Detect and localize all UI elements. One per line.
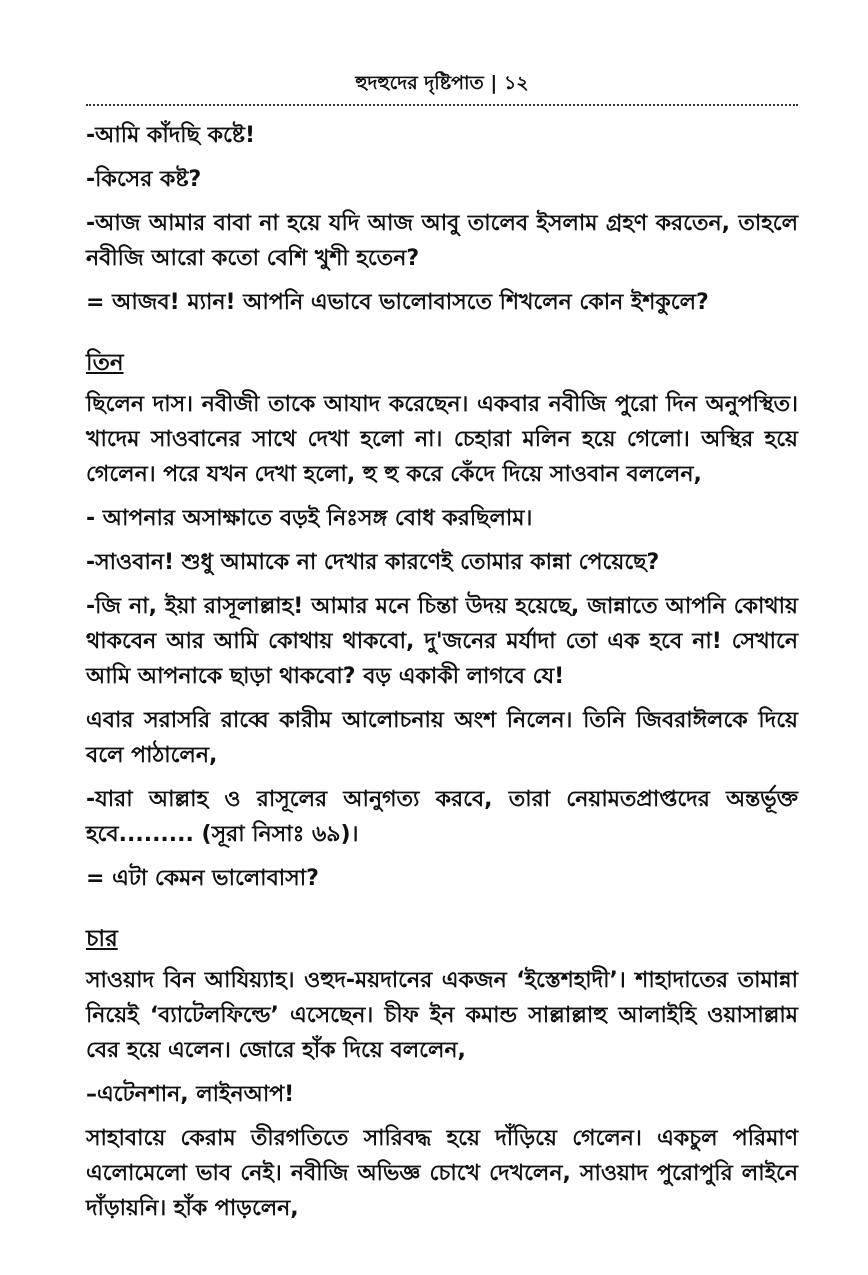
- book-page: [86, 70, 798, 1235]
- paragraph: -আজ আমার বাবা না হয়ে যদি আজ আবু তালেব ইসলাম গ্রহণ করতেন, তাহলে নবীজি আরো কতো বেশি খুশী হতেন?: [86, 211, 798, 271]
- paragraph: -কিসের কষ্ট?: [86, 167, 202, 192]
- paragraph: -সাওবান! শুধু আমাকে না দেখার কারণেই তোমার কান্না পেয়েছে?: [86, 550, 660, 575]
- paragraph: - আপনার অসাক্ষাতে বড়ই নিঃসঙ্গ বোধ করছিলাম।: [86, 506, 533, 531]
- paragraph: এবার সরাসরি রাব্বে কারীম আলোচনায় অংশ নিলেন। তিনি জিবরাঈলকে দিয়ে বলে পাঠালেন,: [86, 708, 798, 768]
- header-dotted-rule: [86, 104, 798, 106]
- paragraph: সাওয়াদ বিন আযিয়্যাহ। ওহুদ-ময়দানের একজন ‘ইস্তেশহাদী’। শাহাদাতের তামান্না নিয়েই ‘ব্যাটেলফিল্ডে’ এসেছেন। চীফ ইন কমান্ড সাল্লাল্লাহু আলাইহি ওয়াসাল্লাম বের হয়ে এলেন। জোরে হাঁক দিয়ে বললেন,: [86, 968, 798, 1063]
- running-header: হুদহুদের দৃষ্টিপাত | ১২: [355, 72, 529, 94]
- paragraph: -আমি কাঁদছি কষ্টে!: [86, 123, 256, 148]
- paragraph: ছিলেন দাস। নবীজী তাকে আযাদ করেছেন। একবার নবীজি পুরো দিন অনুপস্থিত। খাদেম সাওবানের সাথে দেখা হলো না। চেহারা মলিন হয়ে গেলো। অস্থির হয়ে গেলেন। পরে যখন দেখা হলো, হু হু করে কেঁদে দিয়ে সাওবান বললেন,: [86, 392, 798, 487]
- paragraph: -যারা আল্লাহ ও রাসূলের আনুগত্য করবে, তারা নেয়ামতপ্রাপ্তদের অন্তর্ভূক্ত হবে......... (সূরা নিসাঃ ৬৯)।: [86, 787, 798, 847]
- paragraph: সাহাবায়ে কেরাম তীরগতিতে সারিবদ্ধ হয়ে দাঁড়িয়ে গেলেন। একচুল পরিমাণ এলোমেলো ভাব নেই। নবীজি অভিজ্ঞ চোখে দেখলেন, সাওয়াদ পুরোপুরি লাইনে দাঁড়ায়নি। হাঁক পাড়লেন,: [86, 1126, 798, 1221]
- section-heading: তিন: [86, 350, 124, 376]
- section-heading: চার: [86, 926, 118, 952]
- paragraph: -জি না, ইয়া রাসূলাল্লাহ! আমার মনে চিন্তা উদয় হয়েছে, জান্নাতে আপনি কোথায় থাকবেন আর আমি কোথায় থাকবো, দু'জনের মর্যাদা তো এক হবে না! সেখানে আমি আপনাকে ছাড়া থাকবো? বড় একাকী লাগবে যে!: [86, 594, 798, 689]
- paragraph: = আজব! ম্যান! আপনি এভাবে ভালোবাসতে শিখলেন কোন ইশকুলে?: [86, 290, 709, 315]
- page-body: [86, 118, 798, 1226]
- paragraph: = এটা কেমন ভালোবাসা?: [86, 866, 319, 891]
- paragraph: –এটেনশান, লাইনআপ!: [86, 1082, 295, 1107]
